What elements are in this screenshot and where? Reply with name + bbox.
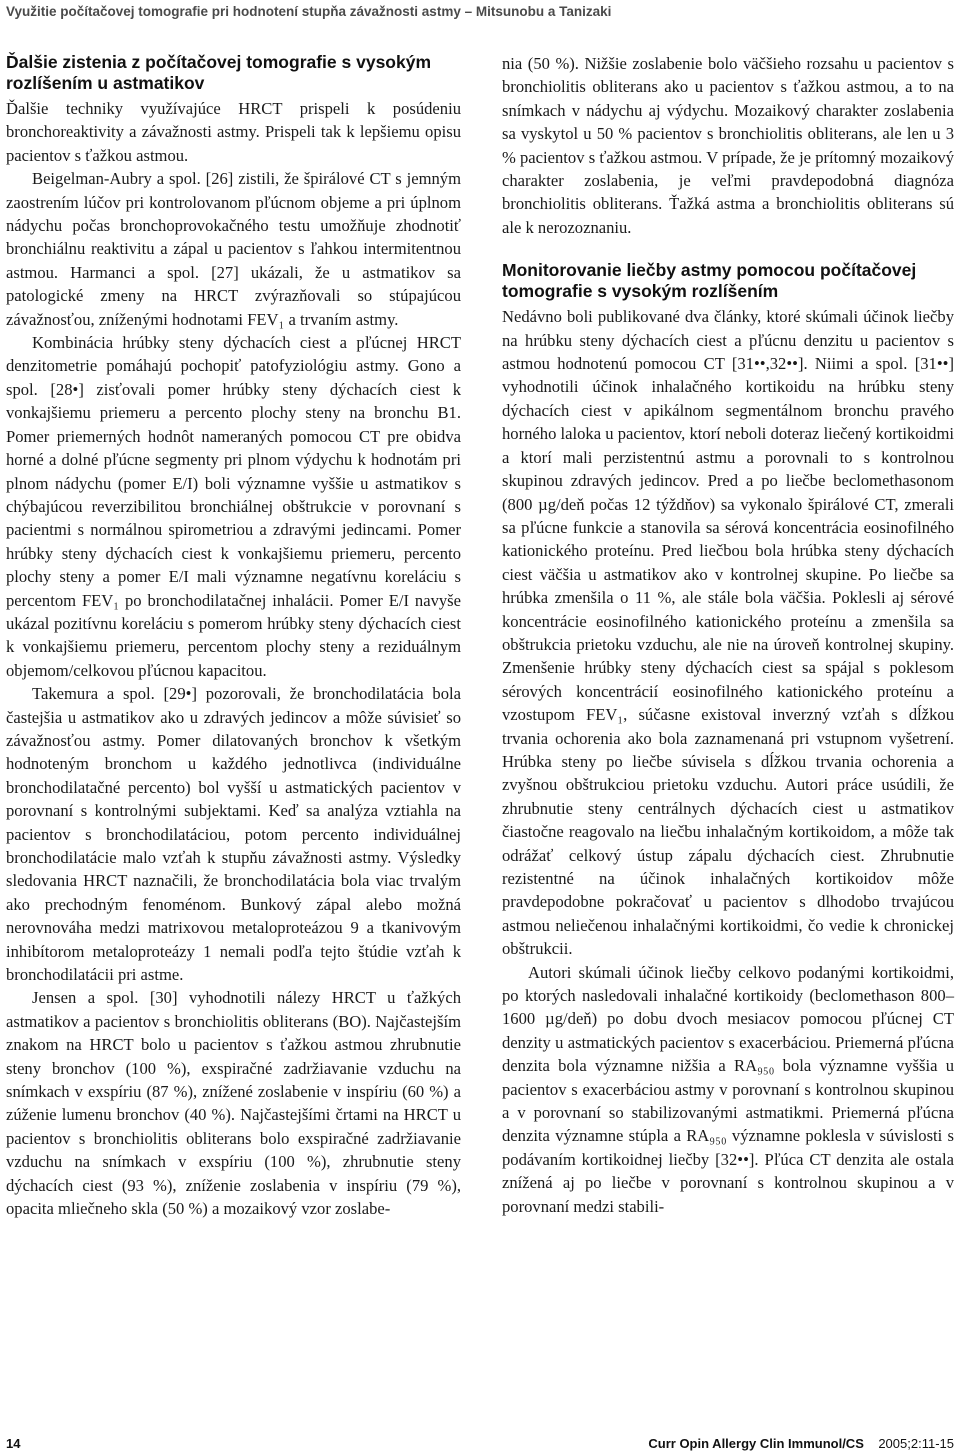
page-number: 14	[6, 1436, 21, 1451]
paragraph: Takemura a spol. [29•] pozorovali, že bronchodilatácia bola častejšia u astmatikov ako u zdravých jedincov a môže súvisieť so závažnosťou astmy. Pomer dilatovaných bronchov k všetkým hodnoteným bronchom u každého jednotlivca (individuálne bronchodilatačné percento) bol vyšší u astmatických pacientov v porovnaní s kontrolnými subjektami. Keď sa analýza vztiahla na pacientov s bronchodilatáciou, potom percento individuálnej bronchodilatácie malo vzťah k stupňu závažnosti astmy. Výsledky sledovania HRCT naznačili, že bronchodilatácia bola viac trvalým ako prechodným fenoménom. Bunkový zápal alebo možná nerovnováha medzi matrixovou metaloproteázou 9 a tkanivovým inhibítorom metaloproteázy 1 nemali podľa tejto štúdie vzťah k bronchodilatácii pri astme.	[6, 684, 461, 985]
paragraph-continuation: nia (50 %). Nižšie zoslabenie bolo väčšieho rozsahu u pacientov s bronchiolitis obliterans ako u pacientov s ťažkou astmou, a to na snímkach v nádychu aj výdychu. Mozaikový charakter zoslabenia sa vyskytol u 50 % pacientov s bronchiolitis obliterans, ale len u 3 % pacientov s ťažkou astmou. V prípade, že je prítomný mozaikový charakter zoslabenia, je veľmi pravdepodobná diagnóza bronchiolitis obliterans. Ťažká astma a bronchiolitis obliterans sú ale k nerozoznaniu.	[502, 54, 954, 237]
page-footer	[0, 1436, 960, 1456]
journal-volume: 2005;2:11-15	[878, 1436, 954, 1451]
journal-name: Curr Opin Allergy Clin Immunol/CS	[648, 1436, 864, 1451]
journal-citation	[648, 1436, 954, 1451]
paragraph: Nedávno boli publikované dva články, ktoré skúmali účinok liečby na hrúbku steny dýchacích ciest a pľúcnu denzitu u pacientov s astmou hodnotenú pomocou CT [31••,32••]. Niimi a spol. [31••] vyhodnotili účinok inhalačného kortikoidu na hrúbku steny dýchacích ciest v apikálnom segmentálnom bronchu pravého horného laloka u pacientov, ktorí neboli doteraz liečený kortikoidmi a ktorí mali perzistentnú astmu a porovnali to s kontrolnou skupinou zdravých jedincov. Pred a po liečbe beclomethasonom (800 µg/deň počas 12 týždňov) sa vykonalo špirálové CT, zmerali sa pľúcne funkcie a stanovila sa sérová koncentrácia eosinofilného kationického proteínu. Pred liečbou bola hrúbka steny dýchacích ciest väčšia u astmatikov ako v kontrolnej skupine. Po liečbe sa hrúbka zmenšila o 11 %, ale stále bola väčšia. Poklesli aj sérové koncentrácie eosinofilného kationického proteínu a zmenšila sa obštrukcia prietoku vzduchu, ale nie na úroveň kontrolnej skupiny. Zmenšenie hrúbky steny dýchacích ciest sa spájal s poklesom sérových koncentrácií eosinofilného kationického proteínu a vzostupom FEV₁, súčasne existoval inverzný vzťah s dĺžkou trvania ochorenia ako bola zaznamenaná pri vstupnom vyšetrení. Hrúbka steny po liečbe súvisela s dĺžkou trvania ochorenia a zvyšnou obštrukciou prietoku vzduchu. Autori práce usúdili, že zhrubnutie steny centrálnych dýchacích ciest u astmatikov čiastočne reagovalo na liečbu inhalačným kortikoidom, a môže tak odrážať celkový ústup zápalu dýchacích ciest. Zhrubnutie rezistentné na účinok inhalačných kortikoidov môže pravdepodobne pokračovať u pacientov s dlhodobo trvajúcou astmou neliečenou inhalačnými kortikoidmi, čo vedie k chronickej obštrukcii.	[502, 307, 954, 959]
running-header: Využitie počítačovej tomografie pri hodnotení stupňa závažnosti astmy – Mitsunobu a Tanizaki	[6, 4, 612, 19]
paragraph: Ďalšie techniky využívajúce HRCT prispeli k posúdeniu bronchoreaktivity a závažnosti astmy. Prispeli tak k lepšiemu opisu pacientov s ťažkou astmou.	[6, 99, 461, 165]
paragraph: Kombinácia hrúbky steny dýchacích ciest a pľúcnej HRCT denzitometrie pomáhajú pochopiť patofyziológiu astmy. Gono a spol. [28•] zisťovali pomer hrúbky steny dýchacích ciest k vonkajšiemu priemeru a percento plochy steny na bronchu B1. Pomer priemerných hodnôt nameraných pomocou CT pre obidva horné a dolné pľúcne segmenty pri plnom výdychu k hodnotám pri plnom nádychu (pomer E/I) boli významne vyššie u astmatikov s chýbajúcou reverzibilitou bronchiálnej obštrukcie v porovnaní s pacientmi s normálnou spirometriou a zdravými jedincami. Pomer hrúbky steny dýchacích ciest k vonkajšiemu priemeru, percento plochy steny a pomer E/I mali významne negatívnu koreláciu s percentom FEV₁ po bronchodilatačnej inhalácii. Pomer E/I navyše ukázal pozitívnu koreláciu s pomerom hrúbky steny dýchacích ciest k vonkajšiemu priemeru, percentom plochy steny a reziduálnym objemom/celkovou pľúcnou kapacitou.	[6, 333, 461, 680]
paragraph: Autori skúmali účinok liečby celkovo podanými kortikoidmi, po ktorých nasledovali inhalačné kortikoidy (beclomethason 800–1600 µg/deň) po dobu dvoch mesiacov pomocou pľúcnej CT denzity u astmatických pacientov s exacerbáciou. Priemerná pľúcna denzita bola významne nižšia a RA₉₅₀ bola významne vyššia u pacientov s exacerbáciou astmy v porovnaní s kontrolnou skupinou a v porovnaní so stabilizovanými astmatikmi. Priemerná pľúcna denzita významne stúpla a RA₉₅₀ významne poklesla v súvislosti s podávaním kortikoidnej liečby [32••]. Pľúca CT denzita ale ostala znížená aj po liečbe v porovnaní s kontrolnou skupinou a v porovnaní medzi stabili-	[502, 962, 954, 1216]
left-column	[6, 52, 461, 1221]
right-column	[502, 52, 954, 1218]
section-title-further-findings: Ďalšie zistenia z počítačovej tomografie s vysokým rozlíšením u astmatikov	[6, 52, 432, 93]
paragraph: Jensen a spol. [30] vyhodnotili nálezy HRCT u ťažkých astmatikov a pacientov s bronchiolitis obliterans (BO). Najčastejším znakom na HRCT bolo u pacientov s ťažkou astmou zhrubnutie steny bronchov (100 %), exspiračné zadržiavanie vzduchu na snímkach v exspíriu (87 %), znížené zoslabenie v inspíriu (60 %) a zúženie lumenu bronchov (40 %). Najčastejšími črtami na HRCT u pacientov s bronchiolitis obliterans bolo exspiračné zadržiavanie vzduchu na snímkach v exspíriu (100 %), zhrubnutie steny dýchacích ciest (93 %), zníženie zoslabenia v inspíriu (79 %), opacita mliečneho skla (50 %) a mozaikový vzor zoslabe-	[6, 988, 461, 1219]
paragraph: Beigelman-Aubry a spol. [26] zistili, že špirálové CT s jemným zaostrením lúčov pri kontrolovanom pľúcnom objeme a pri úplnom nádychu počas bronchoprovokačného testu umožňuje zhodnotiť bronchiálnu reaktivitu a zápal u pacientov s ľahkou intermitentnou astmou. Harmanci a spol. [27] ukázali, že u astmatikov sa patologické zmeny na HRCT zvýrazňovali so stúpajúcou závažnosťou, zníženými hodnotami FEV₁ a trvaním astmy.	[6, 169, 461, 329]
section-title-monitoring: Monitorovanie liečby astmy pomocou počítačovej tomografie s vysokým rozlíšením	[502, 260, 917, 302]
